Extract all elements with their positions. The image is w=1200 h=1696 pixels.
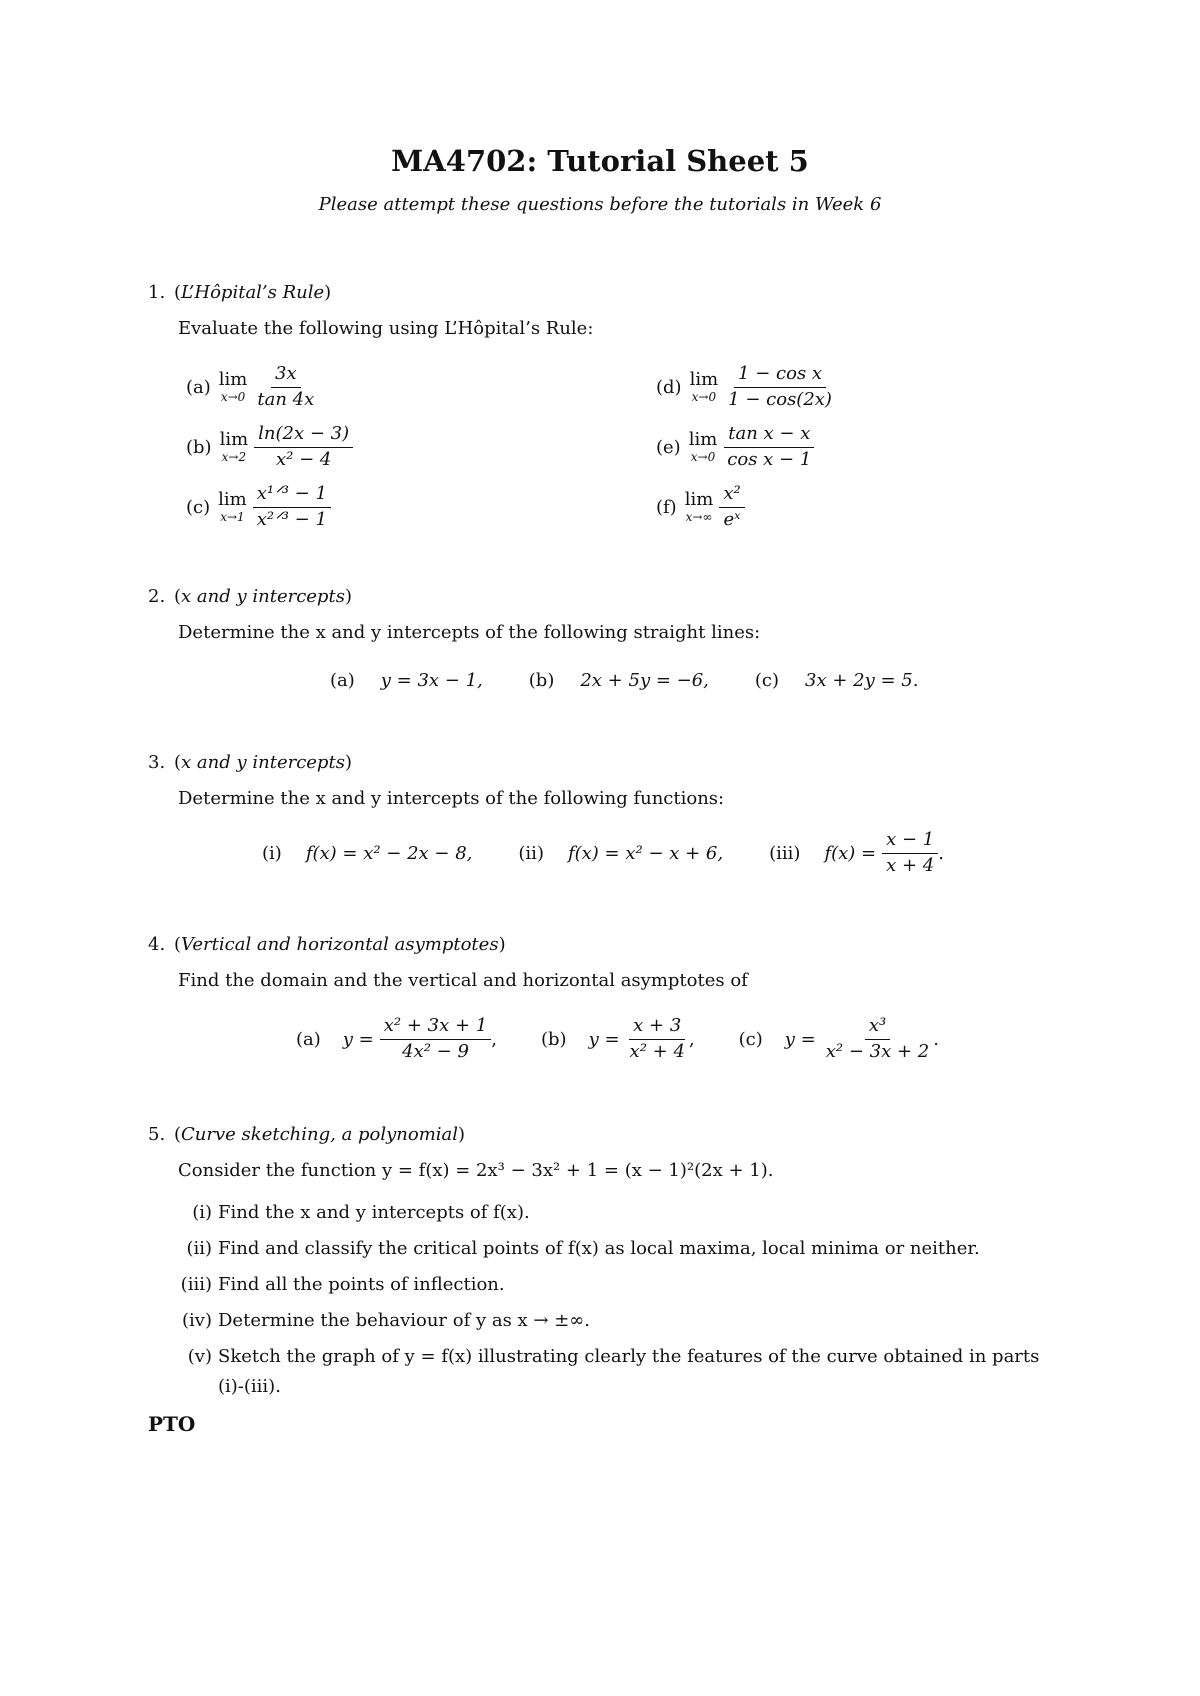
question-2-instruction: Determine the x and y intercepts of the following straight lines: [178, 622, 761, 643]
limit-item: (f) lim x→∞ $\frac{\text{x²}}{\text{eˣ}}$ [656, 484, 745, 530]
question-5-heading: 5. (Curve sketching, a polynomial) [148, 1124, 466, 1145]
page-footer-pto: PTO [148, 1412, 196, 1436]
part-item: (iii) Find all the points of inflection. [180, 1274, 505, 1295]
limit-item: (b) lim x→2 $\frac{\ln(2x - 3)}{\text{x² − 4}}$ [186, 424, 353, 470]
part-item-continued: (i)-(iii). [218, 1376, 281, 1397]
limit-item: (d) lim x→0 $\frac{\text{1 − cos x}}{1 - \cos(2x)}$ [656, 363, 832, 410]
question-4-heading: 4. (Vertical and horizontal asymptotes) [148, 934, 506, 955]
limit-item: (c) lim x→1 $\frac{\text{x¹ᐟ³ − 1}}{\text{x²ᐟ³ − 1}}$ [186, 484, 331, 530]
question-3-instruction: Determine the x and y intercepts of the following functions: [178, 788, 725, 809]
limit-item: (e) lim x→0 $\frac{\text{tan x − x}}{\text{cos x − 1}}$ [656, 424, 815, 470]
page-title: MA4702: Tutorial Sheet 5 [391, 144, 809, 178]
page-subtitle: Please attempt these questions before the tutorials in Week 6 [318, 194, 882, 215]
part-item: (iv) Determine the behaviour of y as x → ±∞. [182, 1310, 591, 1331]
question-4-instruction: Find the domain and the vertical and horizontal asymptotes of [178, 970, 748, 991]
question-3-equations: (i) f(x) = x² − 2x − 8, (ii) f(x) = x² − x + 6, (iii) f(x) = $\frac{x - 1}{x + 4}$ . [262, 829, 944, 876]
limit-item: (a) lim x→0 $\frac{3x}{\tan 4x}$ [186, 363, 315, 410]
question-1-instruction: Evaluate the following using L’Hôpital’s Rule: [178, 318, 594, 339]
question-1-heading: 1. (L’Hôpital’s Rule) [148, 282, 332, 303]
question-2-equations: (a) y = 3x − 1, (b) 2x + 5y = −6, (c) 3x + 2y = 5. [330, 670, 919, 691]
question-5-instruction: Consider the function y = f(x) = 2x³ − 3x² + 1 = (x − 1)²(2x + 1). [178, 1160, 774, 1181]
part-item: (ii) Find and classify the critical points of f(x) as local maxima, local minima or neither. [186, 1238, 980, 1259]
question-3-heading: 3. (x and y intercepts) [148, 752, 352, 773]
part-item: (i) Find the x and y intercepts of f(x). [192, 1202, 530, 1223]
question-4-equations: (a) y = $\frac{\text{x² + 3x + 1}}{\text{4x² − 9}}$ , (b) y = $\frac{x + 3}{\text{x² + 4}}$ , (c) y = $\frac{\text{x³}}{\text{x² − 3x + 2}}$ . [296, 1015, 939, 1062]
question-2-heading: 2. (x and y intercepts) [148, 586, 352, 607]
part-item: (v) Sketch the graph of y = f(x) illustrating clearly the features of the curve obtained in parts [187, 1346, 1040, 1367]
